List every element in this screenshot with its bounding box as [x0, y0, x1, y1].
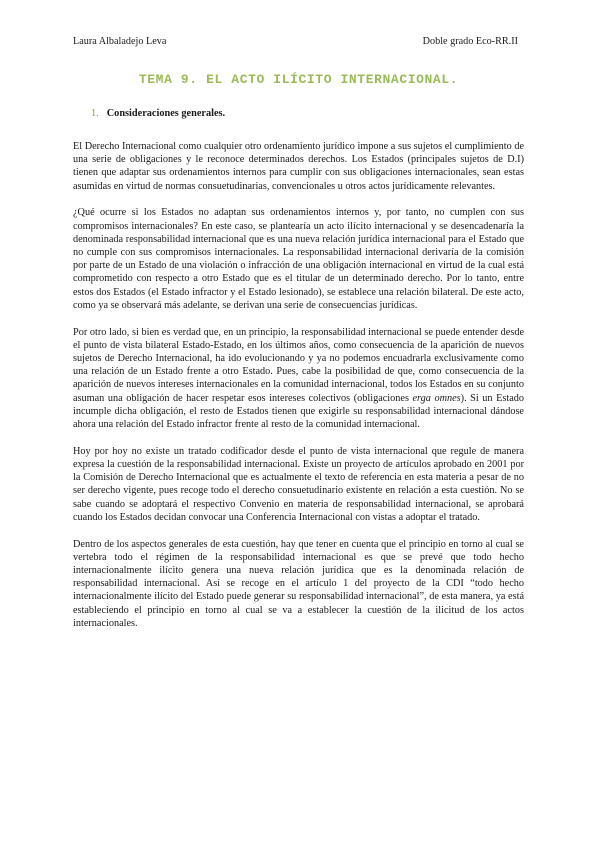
paragraph-2: ¿Qué ocurre si los Estados no adaptan sus ordenamientos internos y, por tanto, no cumplen con sus compromisos internacionales? En este caso, se plantearía un acto ilícito internacional y se desencadenaría la denominada responsabilidad internacional que es una nueva relación jurídica internacional para el Estado que no cumple con sus compromisos internacionales. La responsabilidad internacional derivaría de la comisión por parte de un Estado de una violación o infracción de una obligación internacional en virtud de la cual está comprometido con respecto a otro Estado que es el titular de un determinado derecho. Por lo tanto, entre estos dos Estados (el Estado infractor y el Estado lesionado), se establece una relación bilateral. De este acto, como ya se observará más adelante, se derivan una serie de consecuencias jurídicas.: [73, 207, 524, 311]
paragraph-1: El Derecho Internacional como cualquier otro ordenamiento jurídico impone a sus sujetos el cumplimiento de una serie de obligaciones y le reconoce determinados derechos. Los Estados (principales sujetos de D.I) tienen que adaptar sus ordenamientos internos para cumplir con sus obligaciones internacionales, sean estas asumidas en virtud de normas consuetudinarias, convencionales u otros actos jurídicamente relevantes.: [73, 141, 524, 192]
paragraph-4: Hoy por hoy no existe un tratado codificador desde el punto de vista internacional que regule de manera expresa la cuestión de la responsabilidad internacional. Existe un proyecto de artículos aprobado en 2001 por la Comisión de Derecho Internacional que es actualmente el texto de referencia en esta materia a pesar de no ser derecho vigente, pues recoge todo el derecho consuetudinario existente en relación a esta cuestión. No se sabe cuando se adoptará el respectivo Convenio en materia de responsabilidad internacional, se aprobará cuando los Estados decidan convocar una Conferencia Internacional con vistas a adoptar el tratado.: [73, 445, 524, 523]
page-header: [73, 36, 524, 47]
header-author: Laura Albaladejo Leva: [73, 36, 167, 47]
section-number: 1.: [91, 108, 99, 119]
document-body: [73, 140, 524, 644]
paragraph-3: [73, 326, 524, 432]
paragraph-5: Dentro de los aspectos generales de esta cuestión, hay que tener en cuenta que el principio en torno al cual se vertebra todo el régimen de la responsabilidad internacional es que se prevé que todo hecho internacionalmente ilícito genera una nueva relación jurídica que es la denominada relación de responsabilidad internacional. Así se recoge en el artículo 1 del proyecto de la CDI “todo hecho internacionalmente ilícito del Estado puede generar su responsabilidad internacional”, de esta manera, ya está estableciendo el principio en torno al cual se va a establecer la cuestión de la ilicitud de los actos internacionales.: [73, 538, 524, 629]
paragraph-3-italic: erga omnes: [412, 392, 461, 404]
section-heading: [91, 108, 225, 119]
paragraph-3-part-b: ). Si un Estado incumple dicha obligación, el resto de Estados tienen que exigirle su responsabilidad internacional dándose ahora una relación del Estado infractor frente al resto de la comunidad internacional.: [73, 392, 524, 431]
header-course: Doble grado Eco-RR.II: [422, 36, 518, 47]
section-title: Consideraciones generales.: [106, 108, 226, 119]
document-title: TEMA 9. EL ACTO ILÍCITO INTERNACIONAL.: [138, 72, 459, 87]
paragraph-3-part-a: Por otro lado, si bien es verdad que, en un principio, la responsabilidad internacional se puede entender desde el punto de vista bilateral Estado-Estado, en los últimos años, como consecuencia de la aparición de nuevos sujetos de Derecho Internacional, ha ido evolucionando y ya no podemos encuadrarla exclusivamente como una relación de un Estado frente a otro Estado. Pues, cabe la posibilidad de que, como consecuencia de la aparición de nuevos intereses internacionales en la comunidad internacional, todos los Estados en su conjunto asuman una obligación de hacer respetar esos intereses colectivos (obligaciones: [73, 326, 524, 404]
